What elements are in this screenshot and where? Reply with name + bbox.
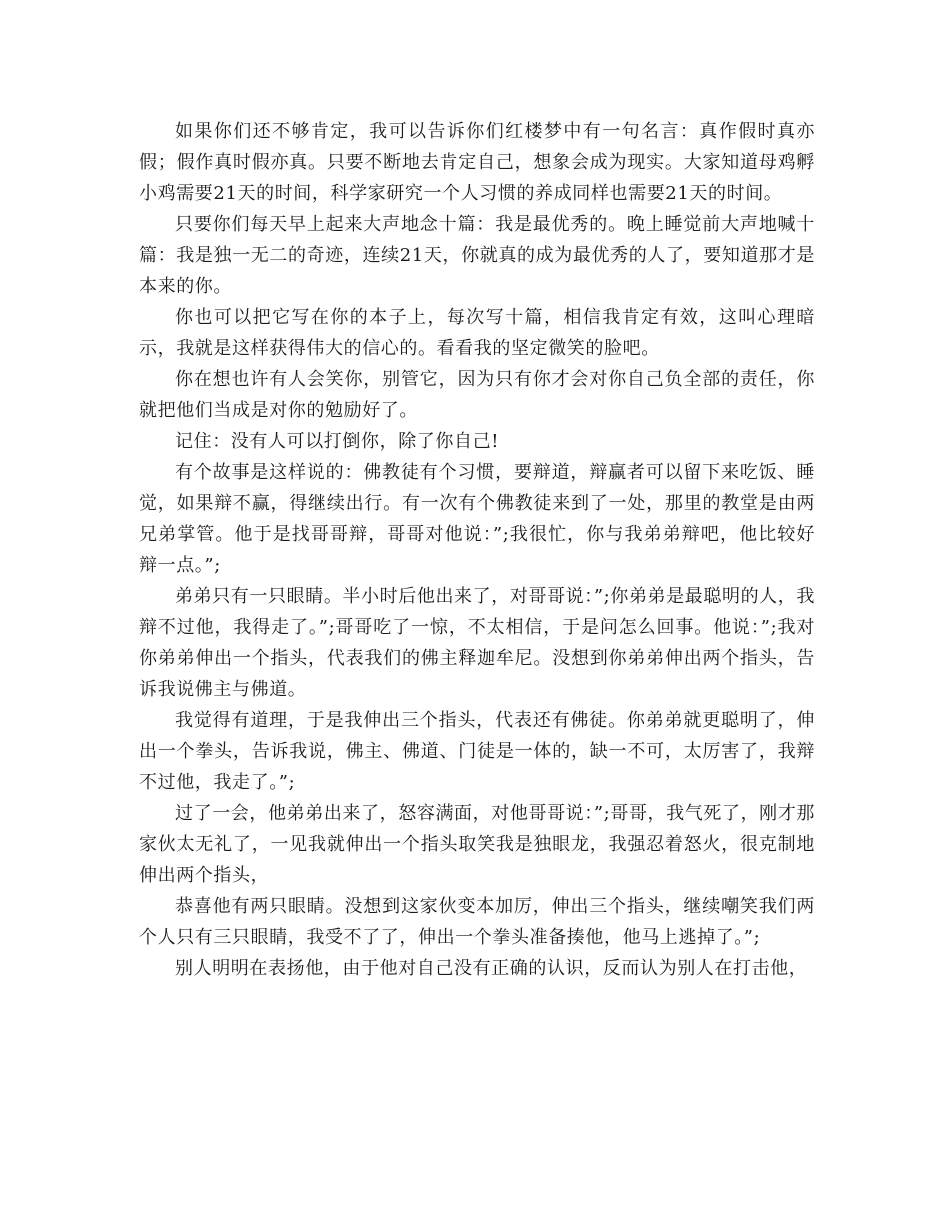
paragraph: 你在想也许有人会笑你，别管它，因为只有你才会对你自己负全部的责任，你就把他们当成是对你的勉励好了。 [139,369,815,421]
paragraph: 你也可以把它写在你的本子上，每次写十篇，相信我肯定有效，这叫心理暗示，我就是这样获得伟大的信心的。看看我的坚定微笑的脸吧。 [139,307,815,359]
paragraph: 只要你们每天早上起来大声地念十篇：我是最优秀的。晚上睡觉前大声地喊十篇：我是独一无二的奇迹，连续21天，你就真的成为最优秀的人了，要知道那才是本来的你。 [139,214,815,297]
paragraph: 恭喜他有两只眼睛。没想到这家伙变本加厉，伸出三个指头，继续嘲笑我们两个人只有三只眼睛，我受不了了，伸出一个拳头准备揍他，他马上逃掉了。”; [139,896,815,948]
document-body [139,116,815,984]
paragraph: 记住：没有人可以打倒你，除了你自己! [175,431,500,452]
paragraph: 有个故事是这样说的：佛教徒有个习惯，要辩道，辩赢者可以留下来吃饭、睡觉，如果辩不赢，得继续出行。有一次有个佛教徒来到了一处，那里的教堂是由两兄弟掌管。他于是找哥哥辩，哥哥对他说：”;我很忙，你与我弟弟辩吧，他比较好辩一点。”; [139,462,815,576]
paragraph: 我觉得有道理，于是我伸出三个指头，代表还有佛徒。你弟弟就更聪明了，伸出一个拳头，告诉我说，佛主、佛道、门徒是一体的，缺一不可，太厉害了，我辩不过他，我走了。”; [139,710,815,793]
paragraph: 如果你们还不够肯定，我可以告诉你们红楼梦中有一句名言：真作假时真亦假；假作真时假亦真。只要不断地去肯定自己，想象会成为现实。大家知道母鸡孵小鸡需要21天的时间，科学家研究一个人习惯的养成同样也需要21天的时间。 [139,121,815,204]
paragraph: 过了一会，他弟弟出来了，怒容满面，对他哥哥说：”;哥哥，我气死了，刚才那家伙太无礼了，一见我就伸出一个指头取笑我是独眼龙，我强忍着怒火，很克制地伸出两个指头， [139,803,815,886]
paragraph: 别人明明在表扬他，由于他对自己没有正确的认识，反而认为别人在打击他， [175,958,808,979]
paragraph: 弟弟只有一只眼睛。半小时后他出来了，对哥哥说：”;你弟弟是最聪明的人，我辩不过他，我得走了。”;哥哥吃了一惊，不太相信，于是问怎么回事。他说：”;我对你弟弟伸出一个指头，代表我们的佛主释迦牟尼。没想到你弟弟伸出两个指头，告诉我说佛主与佛道。 [139,586,815,700]
